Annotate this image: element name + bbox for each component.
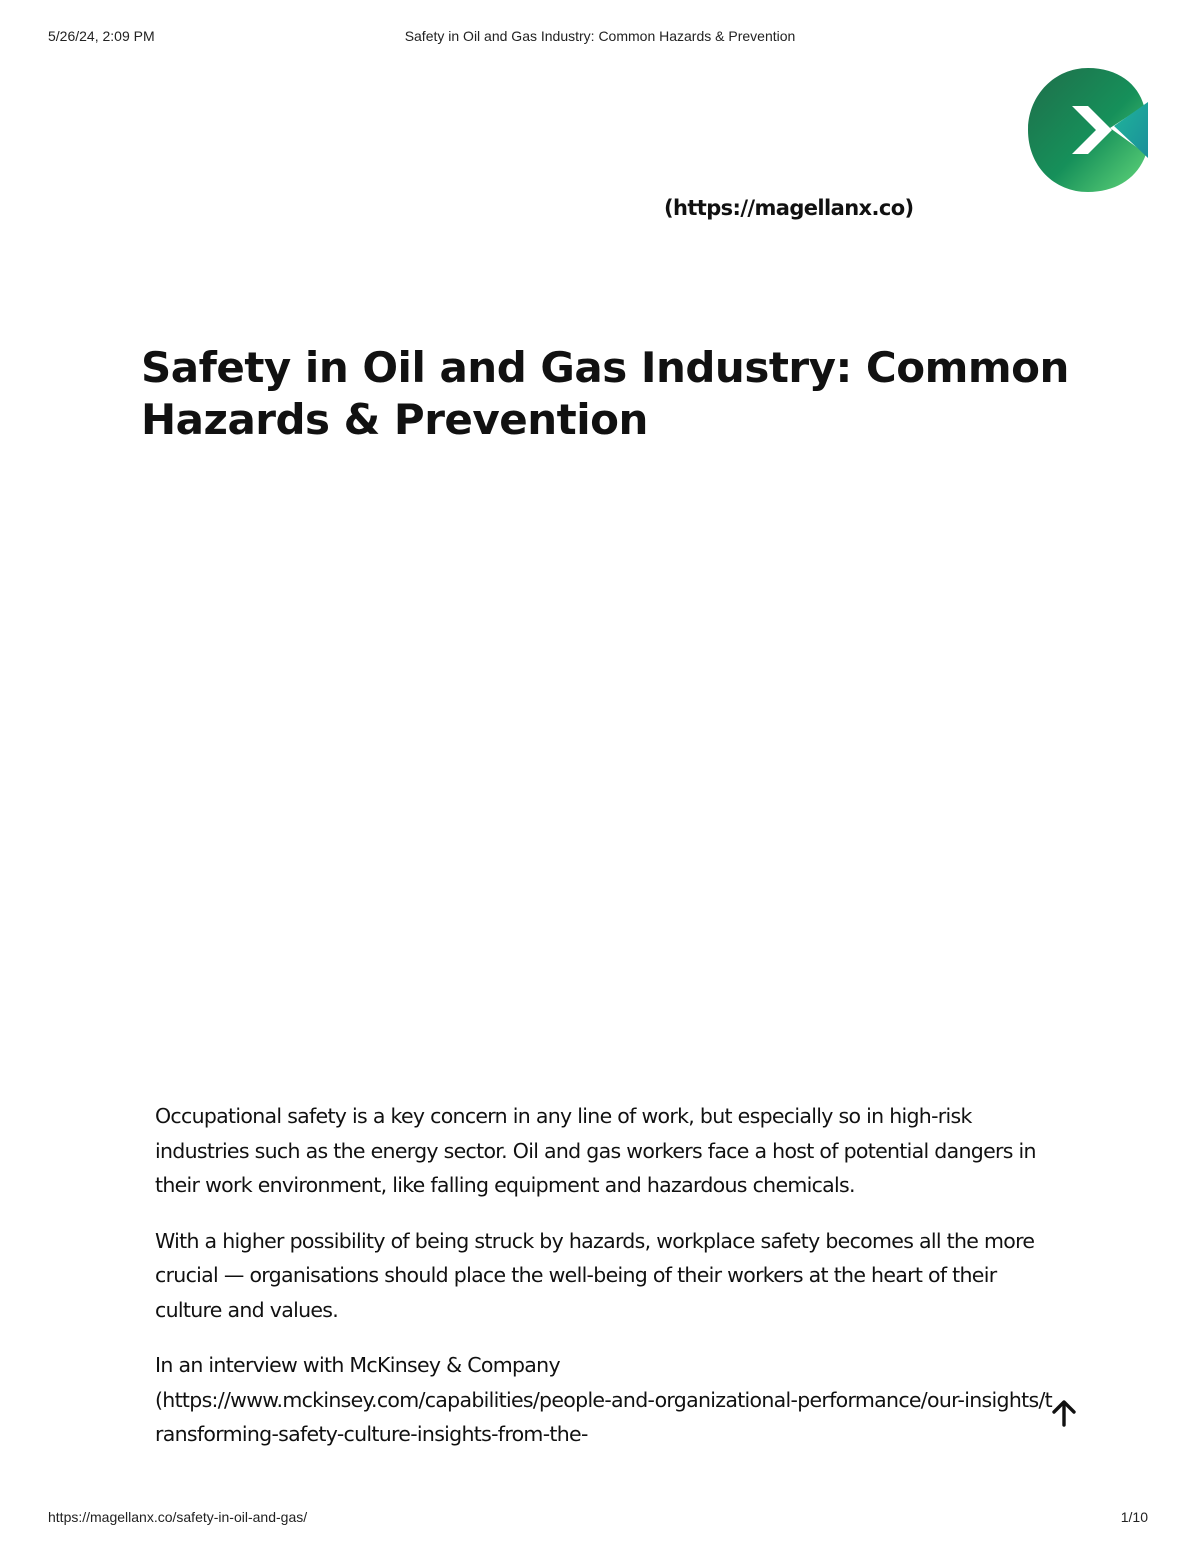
arrow-up-icon bbox=[1049, 1398, 1079, 1428]
article-paragraph: Occupational safety is a key concern in any line of work, but especially so in high-risk industries such as the energy sector. Oil and gas workers face a host of potential dangers in their work environment, like falling equipment and hazardous chemicals. bbox=[155, 1104, 1036, 1197]
back-to-top-button[interactable] bbox=[1046, 1395, 1082, 1431]
article-paragraph bbox=[155, 1348, 1055, 1452]
print-footer-page-number: 1/10 bbox=[1120, 1509, 1148, 1525]
article-paragraph: With a higher possibility of being struck by hazards, workplace safety becomes all the more crucial — organisations should place the well-being of their workers at the heart of their culture and values. bbox=[155, 1228, 1035, 1322]
print-header-datetime: 5/26/24, 2:09 PM bbox=[48, 28, 155, 44]
site-home-link[interactable]: (https://magellanx.co) bbox=[664, 196, 914, 220]
article-body bbox=[155, 1099, 1055, 1473]
print-footer-url: https://magellanx.co/safety-in-oil-and-gas/ bbox=[48, 1509, 308, 1525]
print-header-title: Safety in Oil and Gas Industry: Common Hazards & Prevention bbox=[404, 28, 796, 44]
mckinsey-intro-text: In an interview with McKinsey & Company bbox=[155, 1353, 560, 1377]
article-title: Safety in Oil and Gas Industry: Common Hazards & Prevention bbox=[141, 343, 1069, 444]
mckinsey-article-link[interactable]: (https://www.mckinsey.com/capabilities/people-and-organizational-performance/our-insights/transforming-safety-culture-insights-from-the- bbox=[155, 1387, 1052, 1446]
magellanx-logo-icon[interactable] bbox=[1026, 66, 1150, 194]
